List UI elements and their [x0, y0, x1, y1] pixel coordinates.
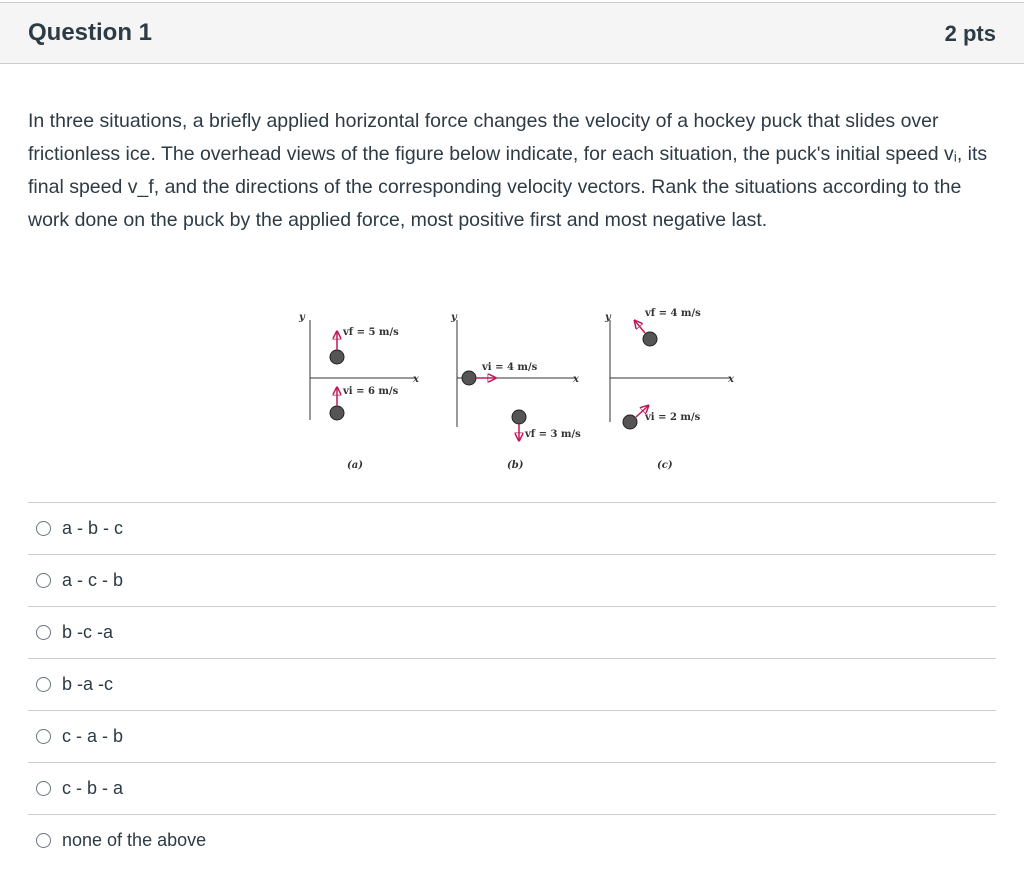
panel-c-vi-label: vi = 2 m/s [645, 412, 701, 423]
panel-a-y-label: y [299, 312, 305, 323]
panel-a-caption: (a) [347, 460, 363, 471]
question-points: 2 pts [944, 21, 996, 46]
radio-button[interactable] [36, 729, 51, 744]
panel-a [298, 312, 420, 471]
answer-label[interactable]: none of the above [62, 830, 207, 850]
panel-c-puck-final-icon [643, 332, 657, 346]
answer-option-7[interactable] [28, 814, 996, 866]
panel-c-caption: (c) [657, 460, 673, 471]
question-figure [285, 302, 745, 487]
radio-button[interactable] [36, 833, 51, 848]
answer-option-2[interactable] [28, 554, 996, 606]
question-header [0, 2, 1024, 64]
question-title: Question 1 [28, 19, 153, 46]
panel-a-puck-final-icon [330, 350, 344, 364]
panel-a-x-label: x [413, 374, 419, 385]
answer-label[interactable]: b -a -c [62, 674, 114, 694]
radio-button[interactable] [36, 781, 51, 796]
answer-option-4[interactable] [28, 658, 996, 710]
panel-a-vf-label: vf = 5 m/s [343, 327, 399, 338]
radio-button[interactable] [36, 677, 51, 692]
answer-option-5[interactable] [28, 710, 996, 762]
panel-b-caption: (b) [507, 460, 524, 471]
answer-label[interactable]: c - b - a [62, 778, 124, 798]
panel-a-vi-label: vi = 6 m/s [343, 386, 399, 397]
panel-b [450, 312, 581, 471]
panel-b-vf-label: vf = 3 m/s [525, 429, 581, 440]
panel-c-x-label: x [728, 374, 734, 385]
answer-label[interactable]: a - c - b [62, 570, 124, 590]
radio-button[interactable] [36, 625, 51, 640]
panel-b-vi-label: vi = 4 m/s [482, 362, 538, 373]
panel-b-puck-final-icon [512, 410, 526, 424]
panel-b-puck-initial-icon [462, 371, 476, 385]
radio-button[interactable] [36, 521, 51, 536]
answer-option-3[interactable] [28, 606, 996, 658]
panel-c-vf-arrow-icon [635, 321, 645, 333]
panel-b-y-label: y [451, 312, 457, 323]
answer-option-1[interactable] [28, 502, 996, 554]
answer-list [28, 502, 996, 866]
question-text: In three situations, a briefly applied horizontal force changes the velocity of a hockey puck that slides over frictionless ice. The overhead views of the figure below indicate, for each situation, the puck's initial speed vᵢ, its final speed v_f, and the directions of the corresponding velocity vectors. Rank the situations according to the work done on the puck by the applied force, most positive first and most negative last. [28, 110, 988, 231]
answer-label[interactable]: b -c -a [62, 622, 114, 642]
answer-label[interactable]: c - a - b [62, 726, 124, 746]
quiz-question [0, 2, 1024, 895]
panel-c-y-label: y [605, 312, 611, 323]
panel-b-x-label: x [573, 374, 579, 385]
figure-svg [285, 302, 745, 487]
radio-button[interactable] [36, 573, 51, 588]
answer-label[interactable]: a - b - c [62, 518, 124, 538]
panel-c-puck-initial-icon [623, 415, 637, 429]
panel-c [604, 308, 735, 471]
panel-c-vf-label: vf = 4 m/s [645, 308, 701, 319]
answer-option-6[interactable] [28, 762, 996, 814]
panel-a-puck-initial-icon [330, 406, 344, 420]
